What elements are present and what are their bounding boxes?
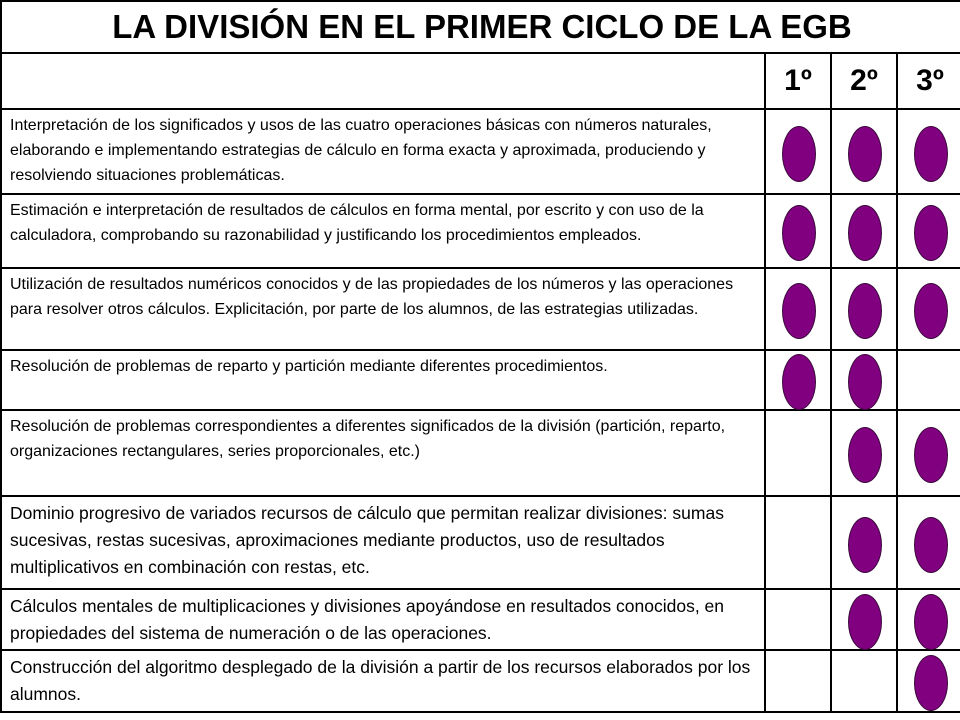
purple-oval-marker	[914, 427, 948, 483]
table-row	[1, 109, 960, 194]
grade-3-cell	[897, 268, 960, 350]
purple-oval-marker	[782, 354, 816, 410]
purple-oval-marker	[914, 283, 948, 339]
table-row	[1, 650, 960, 712]
purple-oval-marker	[914, 594, 948, 650]
grade-3-cell	[897, 350, 960, 410]
purple-oval-marker	[848, 283, 882, 339]
row-description: Utilización de resultados numéricos conocidos y de las propiedades de los números y las operaciones para resolver otros cálculos. Explicitación, por parte de los alumnos, de las estrategias utilizadas.	[1, 268, 765, 350]
purple-oval-marker	[914, 517, 948, 573]
row-description: Estimación e interpretación de resultados de cálculos en forma mental, por escrito y con uso de la calculadora, comprobando su razonabilidad y justificando los procedimientos empleados.	[1, 194, 765, 268]
row-description: Cálculos mentales de multiplicaciones y divisiones apoyándose en resultados conocidos, en propiedades del sistema de numeración o de las operaciones.	[1, 589, 765, 650]
row-description: Dominio progresivo de variados recursos de cálculo que permitan realizar divisiones: sumas sucesivas, restas sucesivas, aproximaciones mediante productos, uso de resultados multiplicativos en combinación con restas, etc.	[1, 496, 765, 589]
row-description: Construcción del algoritmo desplegado de la división a partir de los recursos elaborados por los alumnos.	[1, 650, 765, 712]
grade-1-cell	[765, 496, 831, 589]
grade-3-cell	[897, 496, 960, 589]
purple-oval-marker	[914, 205, 948, 261]
grade-2-cell	[831, 109, 897, 194]
purple-oval-marker	[848, 126, 882, 182]
table-row	[1, 589, 960, 650]
table-row	[1, 268, 960, 350]
header-empty-cell	[1, 53, 765, 109]
table-row	[1, 410, 960, 496]
grade-1-cell	[765, 194, 831, 268]
grade-2-cell	[831, 268, 897, 350]
table-row	[1, 350, 960, 410]
grade-1-cell	[765, 109, 831, 194]
purple-oval-marker	[848, 205, 882, 261]
grade-3-cell	[897, 589, 960, 650]
grade-3-cell	[897, 650, 960, 712]
row-description: Resolución de problemas correspondientes a diferentes significados de la división (partición, reparto, organizaciones rectangulares, series proporcionales, etc.)	[1, 410, 765, 496]
grade-header-1: 1º	[765, 53, 831, 109]
purple-oval-marker	[782, 283, 816, 339]
grade-1-cell	[765, 650, 831, 712]
table-title: LA DIVISIÓN EN EL PRIMER CICLO DE LA EGB	[1, 1, 960, 53]
grade-1-cell	[765, 410, 831, 496]
purple-oval-marker	[782, 126, 816, 182]
grade-1-cell	[765, 268, 831, 350]
grade-2-cell	[831, 194, 897, 268]
table-row	[1, 496, 960, 589]
grade-3-cell	[897, 109, 960, 194]
row-description: Resolución de problemas de reparto y partición mediante diferentes procedimientos.	[1, 350, 765, 410]
grade-2-cell	[831, 496, 897, 589]
purple-oval-marker	[914, 655, 948, 711]
grade-3-cell	[897, 410, 960, 496]
grade-2-cell	[831, 410, 897, 496]
purple-oval-marker	[848, 517, 882, 573]
purple-oval-marker	[848, 427, 882, 483]
purple-oval-marker	[848, 594, 882, 650]
grade-1-cell	[765, 350, 831, 410]
grade-header-row	[1, 53, 960, 109]
purple-oval-marker	[914, 126, 948, 182]
table-row	[1, 194, 960, 268]
purple-oval-marker	[848, 354, 882, 410]
row-description: Interpretación de los significados y usos de las cuatro operaciones básicas con números naturales, elaborando e implementando estrategias de cálculo en forma exacta y aproximada, produciendo y resolviendo situaciones problemáticas.	[1, 109, 765, 194]
grade-2-cell	[831, 350, 897, 410]
grade-header-2: 2º	[831, 53, 897, 109]
grade-2-cell	[831, 589, 897, 650]
grade-2-cell	[831, 650, 897, 712]
grade-1-cell	[765, 589, 831, 650]
grade-3-cell	[897, 194, 960, 268]
purple-oval-marker	[782, 205, 816, 261]
grade-header-3: 3º	[897, 53, 960, 109]
